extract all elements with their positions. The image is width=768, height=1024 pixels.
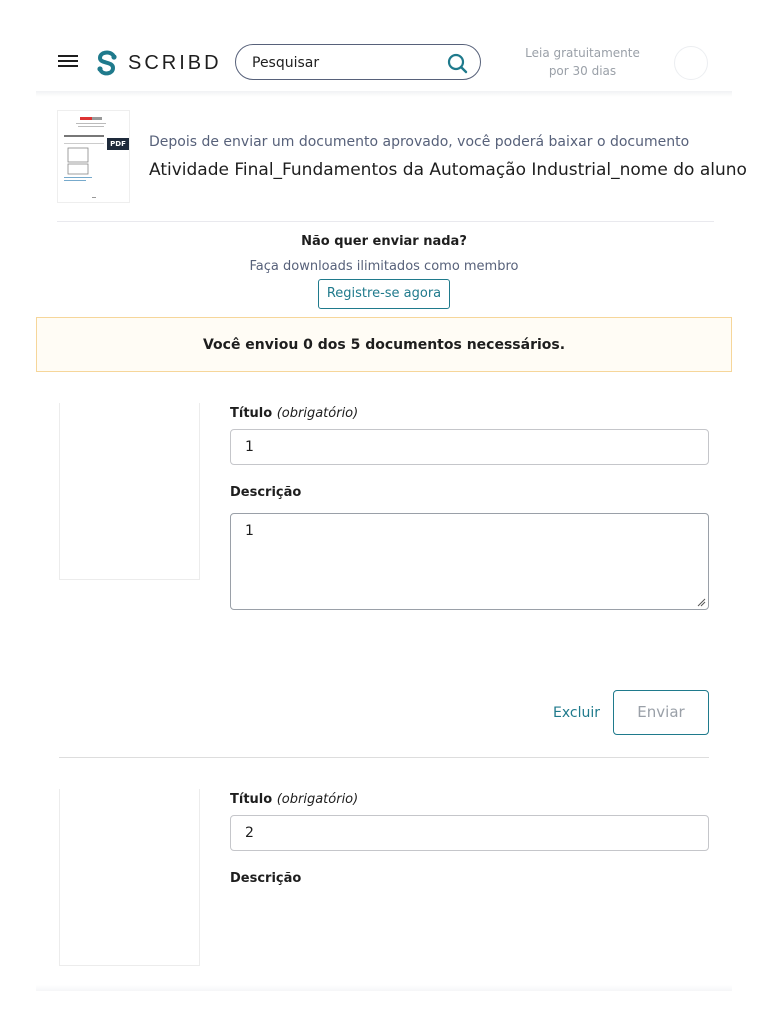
title-input[interactable]: 1 [230, 429, 709, 465]
row-divider [59, 757, 709, 758]
trial-line-2: por 30 dias [548, 64, 617, 78]
title-label-text: Título [230, 406, 273, 421]
membership-subtitle: Faça downloads ilimitados como membro [249, 259, 519, 274]
download-notice: Depois de enviar um documento aprovado, você poderá baixar o documento [149, 134, 690, 150]
required-hint: (obrigatório) [276, 406, 359, 421]
submit-button[interactable]: Enviar [613, 690, 709, 735]
document-title[interactable]: Atividade Final_Fundamentos da Automação Industrial_nome do aluno [149, 160, 747, 180]
title-label [230, 405, 358, 423]
description-textarea[interactable] [230, 513, 709, 610]
section-divider [57, 221, 714, 222]
description-label: Descrição [230, 485, 302, 500]
upload-progress-text: Você enviou 0 dos 5 documentos necessários. [202, 337, 566, 353]
menu-icon[interactable] [58, 55, 80, 71]
document-preview-icon [58, 111, 131, 204]
title-label [230, 791, 358, 809]
description-value: 1 [245, 523, 254, 539]
register-button[interactable]: Registre-se agora [318, 279, 450, 309]
header-shadow [36, 91, 732, 97]
title-input[interactable]: 2 [230, 815, 709, 851]
bottom-fade [36, 985, 732, 991]
scribd-logo-text[interactable]: SCRIBD [128, 52, 222, 74]
search-input[interactable]: Pesquisar [252, 55, 320, 71]
resize-handle-icon[interactable] [696, 597, 706, 607]
upload-thumbnail [59, 403, 200, 580]
pdf-badge: PDF [107, 138, 129, 150]
trial-line-1: Leia gratuitamente [525, 46, 640, 60]
document-thumbnail [57, 110, 130, 203]
title-label-text: Título [230, 792, 273, 807]
description-label: Descrição [230, 871, 302, 886]
search-icon[interactable] [446, 52, 468, 74]
membership-question: Não quer enviar nada? [301, 234, 467, 249]
free-trial-link[interactable] [520, 44, 645, 80]
delete-button[interactable]: Excluir [553, 705, 600, 721]
scribd-logo-icon[interactable] [95, 50, 119, 76]
required-hint: (obrigatório) [276, 792, 359, 807]
upload-thumbnail [59, 789, 200, 966]
avatar[interactable] [674, 46, 708, 80]
